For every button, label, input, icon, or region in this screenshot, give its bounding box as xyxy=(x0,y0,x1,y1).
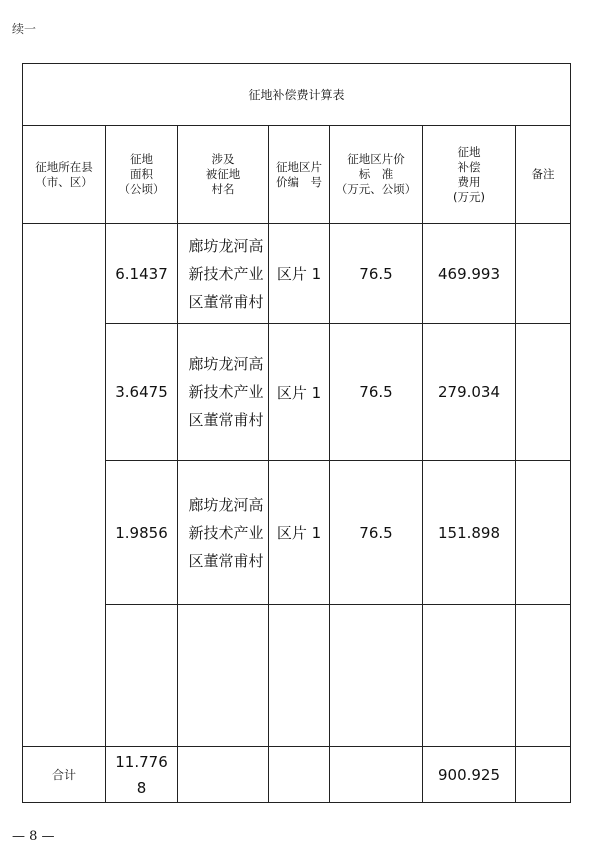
area-cell: 6.1437 xyxy=(106,224,178,324)
price-cell: 76.5 xyxy=(330,224,423,324)
table-row xyxy=(23,605,571,747)
total-label: 合计 xyxy=(23,747,106,803)
header-compensation: 征地 补偿 费用 (万元) xyxy=(423,126,516,224)
price-cell: 76.5 xyxy=(330,461,423,605)
zone-no-cell: 区片 1 xyxy=(269,224,330,324)
county-cell xyxy=(23,224,106,747)
compensation-table xyxy=(22,63,571,803)
remarks-cell xyxy=(516,224,571,324)
total-compensation: 900.925 xyxy=(423,747,516,803)
header-village: 涉及 被征地 村名 xyxy=(178,126,269,224)
area-cell: 3.6475 xyxy=(106,324,178,461)
table-row xyxy=(23,224,571,324)
header-county: 征地所在县 （市、区） xyxy=(23,126,106,224)
remarks-cell xyxy=(516,324,571,461)
total-remarks-empty xyxy=(516,747,571,803)
table-title: 征地补偿费计算表 xyxy=(23,64,571,126)
area-cell xyxy=(106,605,178,747)
total-village-empty xyxy=(178,747,269,803)
header-area: 征地 面积 （公顷） xyxy=(106,126,178,224)
compensation-cell xyxy=(423,605,516,747)
page-number: — 8 — xyxy=(12,829,55,844)
price-cell xyxy=(330,605,423,747)
total-area: 11.776 8 xyxy=(106,747,178,803)
zone-no-cell: 区片 1 xyxy=(269,324,330,461)
zone-no-cell xyxy=(269,605,330,747)
village-cell: 廊坊龙河高 新技术产业 区董常甫村 xyxy=(178,461,269,605)
header-zone-no: 征地区片 价编 号 xyxy=(269,126,330,224)
continuation-label: 续一 xyxy=(12,22,37,36)
village-cell: 廊坊龙河高 新技术产业 区董常甫村 xyxy=(178,224,269,324)
village-cell xyxy=(178,605,269,747)
compensation-cell: 469.993 xyxy=(423,224,516,324)
compensation-cell: 151.898 xyxy=(423,461,516,605)
header-remarks: 备注 xyxy=(516,126,571,224)
total-zone-empty xyxy=(269,747,330,803)
total-price-empty xyxy=(330,747,423,803)
table-row xyxy=(23,461,571,605)
remarks-cell xyxy=(516,461,571,605)
header-price: 征地区片价 标 准 （万元、公顷） xyxy=(330,126,423,224)
remarks-cell xyxy=(516,605,571,747)
total-row xyxy=(23,747,571,803)
table-row xyxy=(23,324,571,461)
compensation-cell: 279.034 xyxy=(423,324,516,461)
zone-no-cell: 区片 1 xyxy=(269,461,330,605)
area-cell: 1.9856 xyxy=(106,461,178,605)
price-cell: 76.5 xyxy=(330,324,423,461)
header-row xyxy=(23,126,571,224)
village-cell: 廊坊龙河高 新技术产业 区董常甫村 xyxy=(178,324,269,461)
